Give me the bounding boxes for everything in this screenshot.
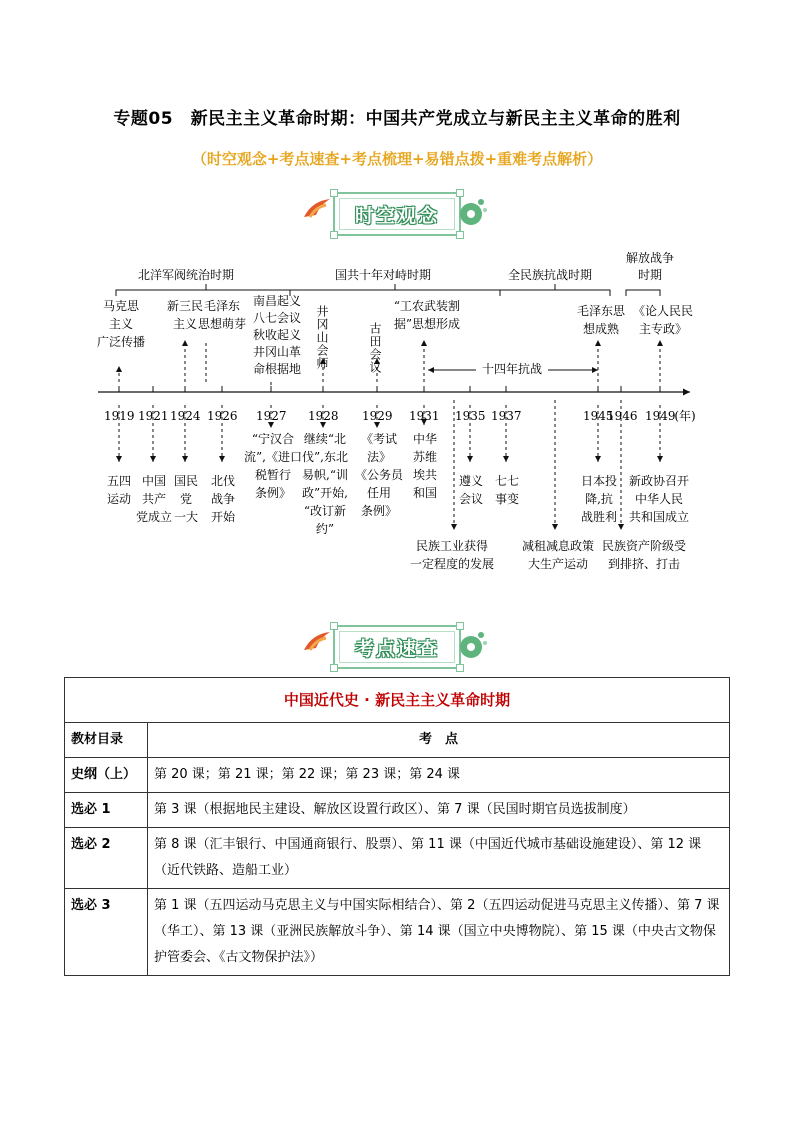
page-title: 专题05 新民主主义革命时期：中国共产党成立与新民主主义革命的胜利 xyxy=(113,109,681,129)
event-label: 中国 共产 党成立 xyxy=(135,474,172,524)
event-label: 遵义 会议 xyxy=(458,474,483,506)
event-label: 《论人民民 主专政》 xyxy=(632,304,693,336)
year-label: 1919 xyxy=(104,409,135,423)
page-subtitle: （时空观念+考点速查+考点梳理+易错点拨+重难考点解析） xyxy=(191,150,603,168)
year-label: 1928 xyxy=(308,409,339,423)
event-label: 毛泽东 思想萌芽 xyxy=(198,299,247,331)
year-label: 1927 xyxy=(256,409,287,423)
row-content: 第 1 课（五四运动马克思主义与中国实际相结合）、第 2（五四运动促进马克思主义传播）、第 7 课（华工）、第 13 课（亚洲民族解放斗争）、第 14 课（国立中央博物院）、第 15 课（中央古文物保护管委会、《古文物保护法》） xyxy=(148,889,730,976)
year-label: 1929 xyxy=(362,409,393,423)
event-label: 《考试法》 《公务员 任用 条例》 xyxy=(354,432,403,518)
year-label: 1935 xyxy=(455,409,486,423)
event-label: 古田会议 xyxy=(368,322,382,374)
table-row xyxy=(65,793,730,828)
event-label: 民族资产阶级受 到排挤、打击 xyxy=(601,539,686,571)
year-label: 1921 xyxy=(138,409,169,423)
period-brackets xyxy=(116,284,660,296)
event-label: 毛泽东思 想成熟 xyxy=(576,304,625,336)
row-name: 选必 1 xyxy=(65,793,148,828)
event-label: 南昌起义 八七会议 秋收起义 井冈山革 命根据地 xyxy=(252,294,301,376)
span-label: 十四年抗战 xyxy=(481,362,542,376)
row-name: 选必 2 xyxy=(65,828,148,889)
year-label: 1924 xyxy=(170,409,201,423)
row-content: 第 20 课；第 21 课；第 22 课；第 23 课；第 24 课 xyxy=(148,758,730,793)
table-row xyxy=(65,828,730,889)
event-label: 民族工业获得 一定程度的发展 xyxy=(409,539,494,571)
event-label: 国民 党 一大 xyxy=(173,474,198,524)
event-label: 五四 运动 xyxy=(106,474,131,506)
year-ticks xyxy=(119,386,660,392)
table-heading: 中国近代史 · 新民主主义革命时期 xyxy=(65,678,730,723)
brush-stroke-icon xyxy=(302,628,332,654)
year-label: 1949 xyxy=(645,409,676,423)
event-label: 日本投 降,抗 战胜利 xyxy=(580,474,617,524)
period-label: 北洋军阀统治时期 xyxy=(138,268,235,282)
year-label: 1945 xyxy=(583,409,614,423)
year-label: 1931 xyxy=(409,409,440,423)
event-label: 新三民 主义 xyxy=(166,299,203,331)
period-label: 全民族抗战时期 xyxy=(508,268,593,282)
row-name: 选必 3 xyxy=(65,889,148,976)
event-label: 井冈山会师 xyxy=(315,305,329,370)
event-label: 中华 苏维 埃共 和国 xyxy=(412,432,437,500)
year-label: 1946 xyxy=(607,409,638,423)
event-label: 减租减息政策 大生产运动 xyxy=(521,539,594,571)
event-label: 北伐 战争 开始 xyxy=(210,474,235,524)
event-label: 七七 事变 xyxy=(494,474,519,506)
period-label: 国共十年对峙时期 xyxy=(335,268,432,282)
row-content: 第 3 课（根据地民主建设、解放区设置行政区）、第 7 课（民国时期官员选拔制度） xyxy=(148,793,730,828)
event-label: 马克思 主义 广泛传播 xyxy=(96,299,145,349)
event-label: “宁汉合 流”,《进口 税暂行 条例》 xyxy=(244,432,302,500)
year-label: 1926 xyxy=(207,409,238,423)
decorative-bubble-icon xyxy=(459,629,489,661)
event-label: 新政协召开 中华人民 共和国成立 xyxy=(628,474,689,524)
banner-timeline-label: 时空观念 xyxy=(339,198,455,230)
banner-quick-check-label: 考点速查 xyxy=(339,631,455,663)
event-label: 继续“北 伐”,东北 易帜,“训 政”开始, “改订新 约” xyxy=(302,432,348,536)
period-label: 解放战争时期 xyxy=(626,251,675,282)
row-content: 第 8 课（汇丰银行、中国通商银行、股票）、第 11 课（中国近代城市基础设施建设）、第 12 课（近代铁路、造船工业） xyxy=(148,828,730,889)
table-row xyxy=(65,758,730,793)
year-label: 1937 xyxy=(491,409,522,423)
upper-connectors xyxy=(119,340,660,392)
year-unit: (年) xyxy=(674,409,696,423)
column-header: 教材目录 xyxy=(65,723,148,758)
table-row xyxy=(65,889,730,976)
event-label: “工农武装割 据”思想形成 xyxy=(393,299,461,331)
column-header: 考 点 xyxy=(148,723,730,758)
topic-table xyxy=(64,677,730,976)
row-name: 史纲（上） xyxy=(65,758,148,793)
